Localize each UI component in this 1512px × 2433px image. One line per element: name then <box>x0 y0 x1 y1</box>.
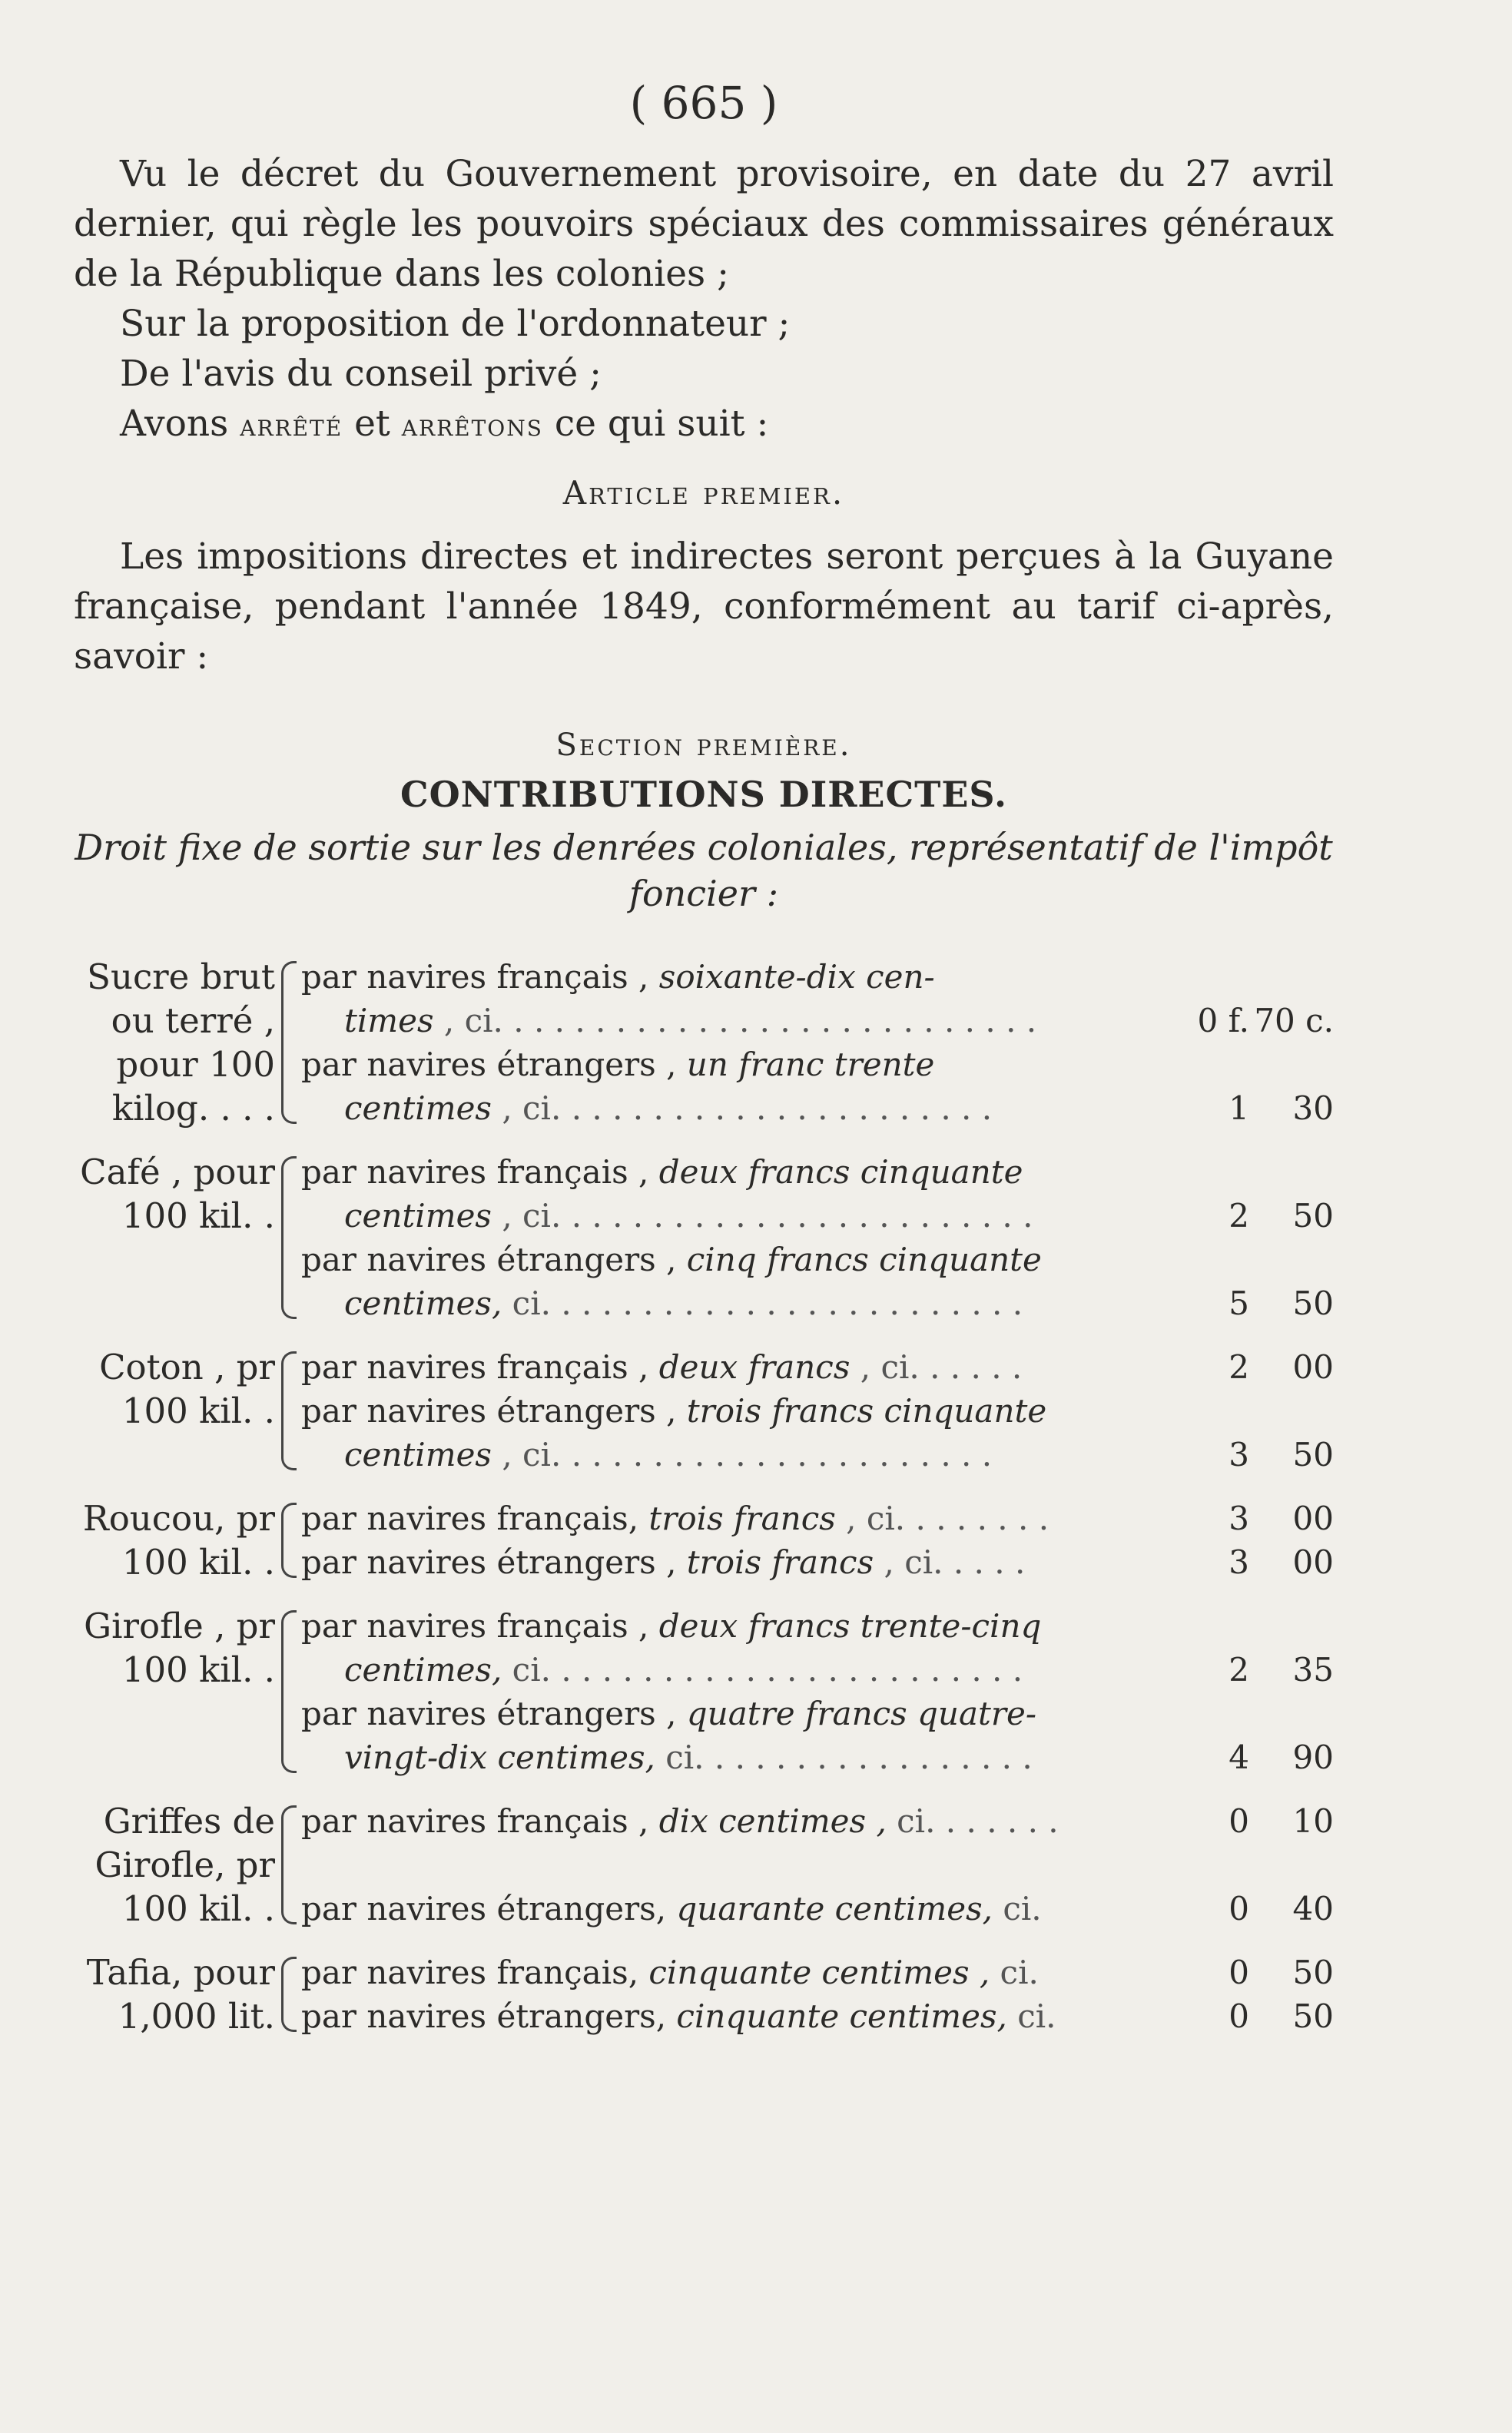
article-text: Les impositions directes et indirectes seront perçues à la Guyane française, pendant l'année 1849, conformément au tarif ci-après, savoir : <box>74 535 1334 678</box>
tariff-line <box>301 1042 1334 1086</box>
tariff-line-leader: ci. <box>1006 1997 1056 2035</box>
cents-value <box>1249 955 1334 999</box>
tariff-line-text: par navires étrangers , <box>301 1046 687 1083</box>
cents-value <box>1249 1843 1334 1887</box>
tariff-line <box>301 1150 1334 1194</box>
tariff-line-amount-words: cinq francs cinquante <box>686 1241 1042 1278</box>
commodity-label: Roucou, pr 100 kil. . <box>82 1498 275 1583</box>
francs-value: 0 f. <box>1197 1002 1249 1039</box>
tariff-line-text: par navires étrangers, <box>301 1890 677 1928</box>
francs-value: 0 <box>1228 1802 1249 1840</box>
commodity-label: Sucre brut ou terré , pour 100 kilog. . . . <box>87 956 275 1129</box>
commodity-label: Coton , pr 100 kil. . <box>99 1347 275 1431</box>
tariff-line-leader: , ci. . . . . . . . . . . . . . . . . . . . . . <box>491 1436 993 1473</box>
tariff-line-amount-words: soixante-dix cen- <box>658 958 935 996</box>
tariff-group <box>74 1951 1334 2038</box>
tariff-line <box>301 955 1334 999</box>
page-number: ( 665 ) <box>629 77 778 129</box>
cents-value: 00 <box>1292 1348 1334 1386</box>
arretons-word: arrêtons <box>401 408 543 443</box>
tariff-line-amount-words: trois francs cinquante <box>686 1392 1047 1430</box>
tariff-line-leader: ci. . . . . . . <box>886 1802 1059 1840</box>
francs-value <box>1157 955 1249 999</box>
tariff-group <box>74 1497 1334 1584</box>
tariff-line-leader: ci. <box>990 1954 1039 1991</box>
tariff-line-amount-words: centimes <box>344 1197 492 1235</box>
tariff-line <box>301 1238 1334 1281</box>
tariff-line-leader: ci. . . . . . . . . . . . . . . . . <box>655 1739 1033 1776</box>
francs-value <box>1157 1042 1249 1086</box>
francs-value <box>1157 1238 1249 1281</box>
cents-value: 90 <box>1292 1739 1334 1776</box>
tariff-line <box>301 1648 1334 1692</box>
paragraph-proposition: Sur la proposition de l'ordonnateur ; <box>120 303 791 345</box>
tariff-line <box>301 1433 1334 1477</box>
tariff-line-text: par navires étrangers , <box>301 1543 687 1581</box>
tariff-line <box>301 1799 1334 1843</box>
arrete-word: arrêté <box>240 408 343 443</box>
tariff-line-amount-words: centimes, <box>344 1651 502 1689</box>
tariff-line <box>301 1951 1334 1994</box>
cents-value <box>1249 1150 1334 1194</box>
section-heading: Section première. <box>555 728 852 763</box>
paragraph-avons <box>74 399 1334 451</box>
tariff-line <box>301 1497 1334 1540</box>
cents-value <box>1249 1389 1334 1433</box>
avons-text-a: Avons <box>120 403 240 445</box>
tariff-line-amount-words: trois francs <box>686 1543 874 1581</box>
tariff-line <box>301 1735 1334 1779</box>
tariff-line-amount-words: cinquante centimes, <box>676 1997 1007 2035</box>
francs-value: 0 <box>1228 1890 1249 1928</box>
tariff-line-text: par navires étrangers , <box>301 1695 687 1732</box>
brace <box>281 1610 297 1773</box>
tariff-table <box>74 955 1334 2038</box>
tariff-group <box>74 1345 1334 1477</box>
commodity-label: Tafia, pour 1,000 lit. <box>86 1952 275 2037</box>
francs-value: 4 <box>1228 1739 1249 1776</box>
tariff-line-amount-words: un franc trente <box>686 1046 935 1083</box>
tariff-line-text: par navires français , <box>301 1607 659 1645</box>
paragraph-decree: Vu le décret du Gouvernement provisoire, en date du 27 avril dernier, qui règle les pouvoirs spéciaux des commissaires généraux de la République dans les colonies ; <box>74 153 1334 295</box>
tariff-line-amount-words: dix centimes , <box>658 1802 887 1840</box>
tariff-line-text: par navires français , <box>301 1348 659 1386</box>
tariff-line <box>301 1194 1334 1238</box>
francs-value <box>1157 1604 1249 1648</box>
tariff-line-leader: , ci. . . . . . <box>850 1348 1023 1386</box>
tariff-line-leader: ci. . . . . . . . . . . . . . . . . . . . . . . . <box>502 1284 1023 1322</box>
cents-value <box>1249 1238 1334 1281</box>
tariff-line <box>301 1994 1334 2038</box>
tariff-line-leader: , ci. . . . . . . . . . . . . . . . . . . . . . . . . . . <box>433 1002 1037 1039</box>
tariff-line-amount-words: deux francs <box>658 1348 850 1386</box>
avons-text-b: et <box>343 403 402 445</box>
tariff-line-amount-words: quatre francs quatre- <box>686 1695 1037 1732</box>
brace <box>281 961 297 1124</box>
tariff-line-text: par navires français , <box>301 1802 659 1840</box>
francs-value: 5 <box>1228 1284 1249 1322</box>
tariff-line <box>301 1604 1334 1648</box>
tariff-group <box>74 1604 1334 1779</box>
tariff-line-text: par navires français , <box>301 1153 659 1191</box>
tariff-line-text: par navires français, <box>301 1954 649 1991</box>
tariff-line-amount-words: deux francs cinquante <box>658 1153 1023 1191</box>
tariff-line-amount-words: cinquante centimes , <box>648 1954 990 1991</box>
francs-value: 3 <box>1228 1543 1249 1581</box>
commodity-label: Griffes de Girofle, pr 100 kil. . <box>94 1801 275 1929</box>
avons-text-c: ce qui suit : <box>542 403 769 445</box>
brace <box>281 1957 297 2032</box>
francs-value: 3 <box>1228 1436 1249 1473</box>
cents-value: 30 <box>1292 1089 1334 1127</box>
francs-value: 0 <box>1228 1997 1249 2035</box>
francs-value: 2 <box>1228 1348 1249 1386</box>
francs-value <box>1157 1150 1249 1194</box>
francs-value: 0 <box>1228 1954 1249 1991</box>
cents-value: 00 <box>1292 1543 1334 1581</box>
tariff-line <box>301 1887 1334 1931</box>
tariff-line-amount-words: centimes <box>344 1089 492 1127</box>
tariff-line-leader: , ci. . . . . . . . <box>835 1500 1049 1537</box>
cents-value <box>1249 1042 1334 1086</box>
tariff-subtitle: Droit fixe de sortie sur les denrées coloniales, représentatif de l'impôt foncier : <box>75 827 1333 914</box>
tariff-line-amount-words: deux francs trente-cinq <box>658 1607 1042 1645</box>
commodity-label: Café , pour 100 kil. . <box>80 1152 275 1236</box>
tariff-line <box>301 1345 1334 1389</box>
cents-value: 50 <box>1292 1284 1334 1322</box>
page <box>74 77 1334 2058</box>
brace <box>281 1156 297 1319</box>
francs-value <box>1157 1843 1249 1887</box>
cents-value <box>1249 1604 1334 1648</box>
brace <box>281 1805 297 1924</box>
tariff-line-amount-words: times <box>344 1002 434 1039</box>
tariff-line-leader: ci. . . . . . . . . . . . . . . . . . . . . . . . <box>502 1651 1023 1689</box>
tariff-line-amount-words: trois francs <box>648 1500 836 1537</box>
tariff-line-text: par navires français, <box>301 1500 649 1537</box>
cents-value: 50 <box>1292 1197 1334 1235</box>
tariff-line <box>301 1540 1334 1584</box>
commodity-label: Girofle , pr 100 kil. . <box>84 1606 275 1690</box>
tariff-line <box>301 1389 1334 1433</box>
francs-value: 2 <box>1228 1197 1249 1235</box>
francs-value <box>1157 1692 1249 1735</box>
cents-value: 40 <box>1292 1890 1334 1928</box>
tariff-group <box>74 1150 1334 1325</box>
tariff-line-text: par navires étrangers , <box>301 1392 687 1430</box>
tariff-line-leader: , ci. . . . . . . . . . . . . . . . . . . . . . . . <box>491 1197 1033 1235</box>
cents-value <box>1249 1692 1334 1735</box>
cents-value: 35 <box>1292 1651 1334 1689</box>
francs-value: 3 <box>1228 1500 1249 1537</box>
tariff-group <box>74 955 1334 1130</box>
tariff-line-text: par navires étrangers, <box>301 1997 677 2035</box>
cents-value: 00 <box>1292 1500 1334 1537</box>
tariff-line-leader: , ci. . . . . <box>874 1543 1026 1581</box>
francs-value: 2 <box>1228 1651 1249 1689</box>
francs-value: 1 <box>1228 1089 1249 1127</box>
tariff-line-amount-words: centimes, <box>344 1284 502 1322</box>
tariff-line <box>301 1692 1334 1735</box>
tariff-line <box>301 1086 1334 1130</box>
brace <box>281 1503 297 1578</box>
francs-value <box>1157 1389 1249 1433</box>
brace <box>281 1351 297 1470</box>
cents-value: 50 <box>1292 1954 1334 1991</box>
cents-value: 70 c. <box>1254 1002 1334 1039</box>
cents-value: 10 <box>1292 1802 1334 1840</box>
tariff-line-amount-words: centimes <box>344 1436 492 1473</box>
tariff-line-text: par navires français , <box>301 958 659 996</box>
tariff-line <box>301 999 1334 1042</box>
section-title: CONTRIBUTIONS DIRECTES. <box>400 774 1007 815</box>
tariff-line-amount-words: vingt-dix centimes, <box>344 1739 655 1776</box>
article-heading: Article premier. <box>562 474 845 512</box>
tariff-group <box>74 1799 1334 1931</box>
tariff-line-leader: , ci. . . . . . . . . . . . . . . . . . . . . . <box>491 1089 993 1127</box>
tariff-line-amount-words: quarante centimes, <box>676 1890 993 1928</box>
cents-value: 50 <box>1292 1436 1334 1473</box>
cents-value: 50 <box>1292 1997 1334 2035</box>
tariff-line <box>301 1281 1334 1325</box>
tariff-line <box>301 1843 1334 1887</box>
tariff-line-leader: ci. <box>992 1890 1042 1928</box>
paragraph-avis: De l'avis du conseil privé ; <box>120 353 602 395</box>
tariff-line-text: par navires étrangers , <box>301 1241 687 1278</box>
